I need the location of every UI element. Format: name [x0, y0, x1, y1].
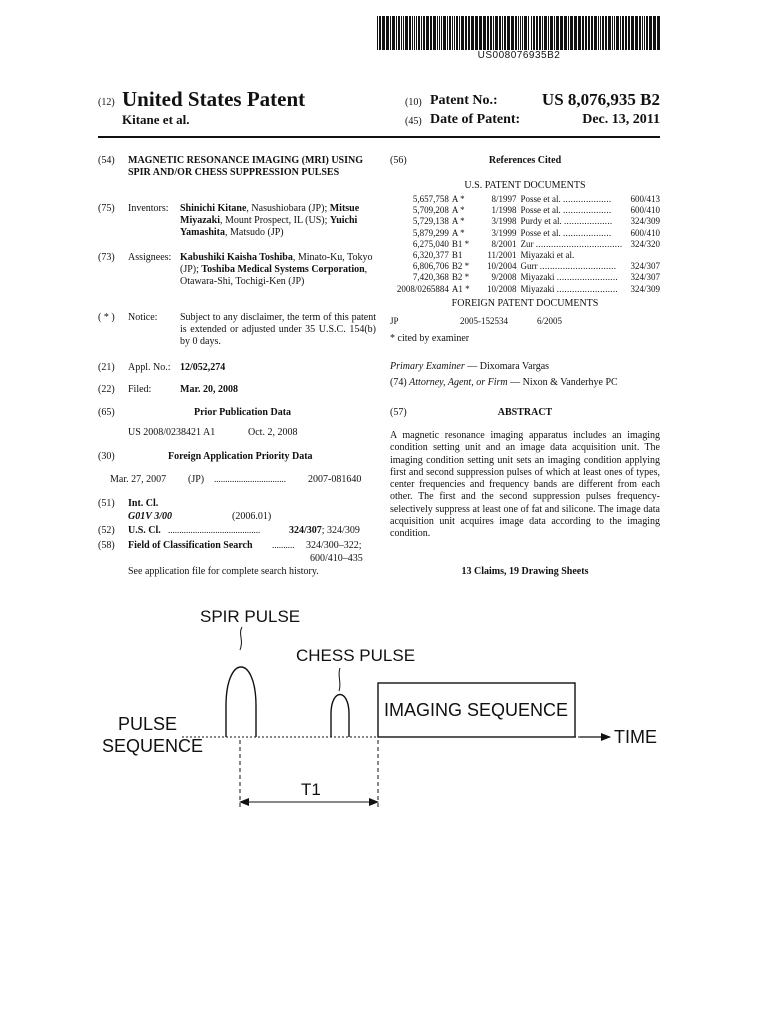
- dot-leader: ...................: [563, 205, 612, 216]
- inventors-short: Kitane et al.: [122, 112, 190, 127]
- barcode-bar: [570, 16, 573, 50]
- ref-date: 8/1997: [491, 194, 517, 204]
- ref-kind: B2 *: [451, 272, 470, 283]
- barcode-bar: [452, 16, 453, 50]
- inventors-label: Inventors:: [128, 203, 169, 214]
- barcode-bar: [430, 16, 432, 50]
- inventors-list: [180, 203, 376, 239]
- imaging-sequence-label: IMAGING SEQUENCE: [383, 700, 569, 720]
- ref-date: 10/2008: [486, 283, 517, 294]
- ref-class: [622, 250, 660, 261]
- primary-examiner: [390, 361, 549, 373]
- barcode-bar: [493, 16, 494, 50]
- barcode-bar: [447, 16, 448, 50]
- search-history-note: See application file for complete search history.: [128, 566, 319, 577]
- barcode-bar: [520, 16, 521, 50]
- assignees-label: Assignees:: [128, 252, 172, 263]
- ref-kind: B1 *: [451, 238, 470, 249]
- barcode-bar: [622, 16, 624, 50]
- invention-title: MAGNETIC RESONANCE IMAGING (MRI) USING SPIR AND/OR CHESS SUPPRESSION PULSES: [128, 155, 364, 178]
- appl-no-label: Appl. No.:: [128, 362, 171, 373]
- barcode-bar: [511, 16, 514, 50]
- barcode-bar: [568, 16, 569, 50]
- ref-name: [521, 194, 623, 205]
- barcode-bar: [416, 16, 417, 50]
- date-of-patent-label: Date of Patent:: [430, 112, 521, 127]
- ref-number: 5,709,208: [412, 205, 449, 216]
- barcode-bar: [608, 16, 611, 50]
- ref-name-text: Purdy et al.: [520, 216, 562, 227]
- barcode-bar: [550, 16, 553, 50]
- us-cl-primary: 324/307: [289, 525, 322, 536]
- barcode-bar: [401, 16, 402, 50]
- foreign-priority-number: 2007-081640: [308, 474, 362, 485]
- ref-class: 324/320: [630, 238, 660, 249]
- ref-name-text: Gurr: [520, 261, 538, 272]
- barcode-bar: [421, 16, 422, 50]
- ref-number: 2008/0265884: [396, 283, 449, 294]
- barcode-bar: [628, 16, 630, 50]
- barcode-bar: [382, 16, 385, 50]
- barcode-bar: [560, 16, 563, 50]
- barcode-bar: [487, 16, 489, 50]
- examiner-label: Primary Examiner: [390, 361, 465, 372]
- barcode-bar: [598, 16, 599, 50]
- ref-class: 324/309: [630, 216, 660, 227]
- barcode-bar: [531, 16, 532, 50]
- assignee-location: , Otawara-Shi, Tochigi-Ken (JP): [180, 264, 368, 287]
- barcode-bar: [542, 16, 543, 50]
- dot-leader: ..........: [272, 540, 295, 550]
- barcode-bar: [644, 16, 645, 50]
- ref-class: 600/413: [630, 194, 660, 204]
- barcode-bar: [582, 16, 584, 50]
- barcode-bar: [471, 16, 474, 50]
- int-cl-year: (2006.01): [232, 511, 272, 522]
- barcode-bar: [522, 16, 523, 50]
- barcode-bar: [574, 16, 577, 50]
- patent-number-label: Patent No.:: [430, 93, 498, 108]
- barcode-bar: [379, 16, 381, 50]
- time-label: TIME: [614, 727, 657, 747]
- barcode-bar: [528, 16, 529, 50]
- ref-number: 5,879,299: [412, 227, 449, 238]
- inventor-name: Shinichi Kitane: [180, 203, 247, 214]
- dot-leader: .........................................: [168, 525, 261, 535]
- code-30: (30): [98, 451, 115, 462]
- code-notice: ( * ): [98, 312, 115, 323]
- ref-class: 600/410: [630, 227, 660, 238]
- barcode-bar: [465, 16, 467, 50]
- barcode-bar: [544, 16, 547, 50]
- foreign-priority-date: Mar. 27, 2007: [110, 474, 167, 485]
- barcode-bar: [441, 16, 442, 50]
- ref-name: [521, 216, 623, 227]
- inventor-name: Yuichi Yamashita: [180, 215, 358, 238]
- barcode-bar: [398, 16, 400, 50]
- barcode-bar: [594, 16, 597, 50]
- us-cl-secondary: ; 324/309: [321, 525, 360, 536]
- references-table: [390, 194, 660, 295]
- ref-kind: A *: [451, 194, 465, 204]
- ref-date: 3/1998: [491, 216, 517, 227]
- barcode-bar: [386, 16, 389, 50]
- ref-kind: B2 *: [451, 261, 470, 272]
- chess-leader-line: [339, 668, 340, 691]
- ref-class: 324/307: [630, 272, 660, 283]
- ref-kind: A *: [451, 216, 465, 227]
- code-21: (21): [98, 362, 115, 373]
- table-row: [390, 284, 660, 295]
- ref-date: 3/1999: [491, 227, 517, 238]
- barcode-bar: [426, 16, 429, 50]
- ref-name-text: Miyazaki: [520, 283, 555, 294]
- ref-number: 6,275,040: [412, 238, 449, 249]
- code-73: (73): [98, 252, 115, 263]
- dot-leader: ........................: [556, 272, 618, 283]
- us-patent-documents-title: U.S. PATENT DOCUMENTS: [464, 180, 586, 191]
- barcode-bar: [405, 16, 408, 50]
- t1-label: T1: [301, 780, 321, 799]
- prior-publication-date: Oct. 2, 2008: [248, 427, 298, 438]
- barcode-bar: [612, 16, 613, 50]
- document-title: United States Patent: [122, 87, 306, 111]
- ref-name: [521, 239, 623, 250]
- code-52: (52): [98, 525, 115, 536]
- attorney-label: Attorney, Agent, or Firm: [409, 377, 508, 388]
- field-of-search-value-2: 600/410–435: [310, 553, 363, 564]
- filed-label: Filed:: [128, 384, 152, 395]
- barcode-bar: [454, 16, 455, 50]
- foreign-priority-country: (JP): [188, 474, 205, 485]
- barcode-bar: [642, 16, 643, 50]
- ref-class: 324/307: [630, 261, 660, 272]
- barcode-bar: [439, 16, 440, 50]
- barcode-bar: [578, 16, 581, 50]
- ref-kind: A1 *: [451, 283, 470, 294]
- attorney-agent: [390, 377, 618, 389]
- barcode-bar: [588, 16, 590, 50]
- inventor-name: Mitsue Miyazaki: [180, 203, 360, 226]
- barcode-bar: [423, 16, 425, 50]
- barcode-bar: [585, 16, 587, 50]
- barcode-bar: [475, 16, 478, 50]
- patent-number: US 8,076,935 B2: [541, 90, 660, 109]
- pulse-label: PULSE: [118, 714, 178, 734]
- ref-name: [521, 284, 623, 295]
- barcode-number: US008076935B2: [477, 50, 561, 61]
- barcode-bar: [605, 16, 607, 50]
- code-74: (74): [390, 377, 407, 388]
- spir-leader-line: [240, 627, 242, 650]
- dot-leader: ..................................: [535, 238, 623, 249]
- barcode-bar: [556, 16, 559, 50]
- barcode-bar: [600, 16, 601, 50]
- table-row: [390, 194, 660, 205]
- references-cited-title: References Cited: [488, 155, 562, 166]
- code-57: (57): [390, 407, 407, 418]
- barcode-bar: [616, 16, 619, 50]
- cited-by-examiner-note: * cited by examiner: [390, 333, 470, 344]
- foreign-patent-documents-title: FOREIGN PATENT DOCUMENTS: [451, 298, 599, 309]
- barcode-bar: [614, 16, 615, 50]
- code-22: (22): [98, 384, 115, 395]
- chess-pulse-label: CHESS PULSE: [296, 646, 416, 665]
- code-58: (58): [98, 540, 115, 551]
- notice-label: Notice:: [128, 312, 158, 323]
- inventor-location: , Mount Prospect, IL (US);: [220, 215, 328, 226]
- barcode-bar: [403, 16, 404, 50]
- dot-leader: ..............................: [539, 261, 617, 272]
- ref-number: 5,729,138: [412, 216, 449, 227]
- abstract-title: ABSTRACT: [497, 407, 553, 418]
- barcode-bar: [639, 16, 641, 50]
- barcode-bar: [437, 16, 438, 50]
- barcode-bar: [490, 16, 492, 50]
- barcode-bar: [564, 16, 567, 50]
- table-row: [390, 261, 660, 272]
- barcode-bar: [649, 16, 652, 50]
- ref-class: 600/410: [630, 205, 660, 216]
- barcode-bar: [504, 16, 506, 50]
- abstract-text: A magnetic resonance imaging apparatus includes an imaging condition setting unit and an image data acquisition unit. The imaging condition setting unit sets an imaging condition applying first and second suppression pulses of which at least ones of types, center frequencies and frequency bands are different from each other. The first and the second suppression pulses frequency-selectively suppress at least one of fat and silicone. The image data acquisition unit acquires image data according to the imaging condition.: [390, 430, 660, 540]
- code-54: (54): [98, 155, 115, 166]
- header-divider: [98, 136, 660, 138]
- barcode: [376, 16, 662, 50]
- int-cl-label: Int. Cl.: [128, 498, 159, 509]
- us-cl-label: U.S. Cl.: [128, 525, 161, 536]
- us-cl-value: [289, 525, 360, 537]
- barcode-bar: [461, 16, 464, 50]
- barcode-bar: [620, 16, 621, 50]
- ref-name-text: Posse et al.: [520, 205, 561, 216]
- ref-date: 11/2001: [487, 250, 517, 261]
- barcode-bar: [414, 16, 415, 50]
- inventor-location: , Nasushiobara (JP);: [246, 203, 328, 214]
- foreign-ref-number: 2005-152534: [460, 316, 508, 326]
- ref-name: [521, 205, 623, 216]
- ref-class: 324/309: [630, 283, 660, 294]
- barcode-bar: [499, 16, 501, 50]
- barcode-bar: [418, 16, 420, 50]
- attorney-name: — Nixon & Vanderhye PC: [507, 377, 618, 388]
- code-45: (45): [405, 116, 422, 127]
- claims-and-sheets: 13 Claims, 19 Drawing Sheets: [461, 566, 589, 577]
- ref-number: 7,420,368: [412, 272, 449, 283]
- assignee-location: , Minato-Ku, Tokyo (JP);: [180, 252, 373, 275]
- barcode-bar: [392, 16, 395, 50]
- barcode-bar: [536, 16, 538, 50]
- inventor-location: , Matsudo (JP): [225, 227, 284, 238]
- barcode-bar: [548, 16, 549, 50]
- code-56: (56): [390, 155, 407, 166]
- sequence-label: SEQUENCE: [102, 736, 204, 756]
- prior-publication-number: US 2008/0238421 A1: [128, 427, 216, 438]
- ref-date: 9/2008: [491, 272, 517, 283]
- filed-date: Mar. 20, 2008: [180, 384, 238, 395]
- barcode-bar: [533, 16, 535, 50]
- code-10: (10): [405, 97, 422, 108]
- ref-kind: B1: [451, 250, 463, 261]
- field-of-search-value-1: 324/300–322;: [306, 540, 362, 551]
- dot-leader: ...................: [563, 227, 612, 238]
- barcode-bar: [646, 16, 648, 50]
- barcode-bar: [524, 16, 527, 50]
- barcode-bar: [518, 16, 519, 50]
- barcode-bar: [515, 16, 517, 50]
- barcode-bar: [602, 16, 604, 50]
- ref-kind: A *: [451, 205, 465, 216]
- foreign-ref-date: 6/2005: [537, 316, 563, 326]
- barcode-bar: [459, 16, 460, 50]
- barcode-bar: [443, 16, 446, 50]
- barcode-bar: [657, 16, 660, 50]
- prior-publication-title: Prior Publication Data: [194, 407, 292, 418]
- ref-name: [521, 261, 623, 272]
- ref-date: 1/1998: [491, 205, 517, 216]
- code-51: (51): [98, 498, 115, 509]
- barcode-bar: [409, 16, 411, 50]
- code-12: (12): [98, 97, 115, 108]
- barcode-bar: [653, 16, 656, 50]
- field-of-search-label: Field of Classification Search: [128, 540, 253, 551]
- table-row: [390, 205, 660, 216]
- barcode-bar: [449, 16, 451, 50]
- dot-leader: ................................: [214, 474, 286, 484]
- date-of-patent: Dec. 13, 2011: [582, 112, 660, 127]
- barcode-bar: [456, 16, 458, 50]
- table-row: [390, 250, 660, 261]
- code-75: (75): [98, 203, 115, 214]
- barcode-bar: [625, 16, 627, 50]
- dot-leader: ........................: [556, 283, 618, 294]
- ref-number: 5,657,758: [412, 194, 449, 204]
- code-65: (65): [98, 407, 115, 418]
- ref-name-text: Miyazaki: [520, 272, 555, 283]
- assignee-name: Kabushiki Kaisha Toshiba: [180, 252, 293, 263]
- barcode-bar: [377, 16, 378, 50]
- barcode-bar: [468, 16, 470, 50]
- barcode-bar: [396, 16, 397, 50]
- barcode-bar: [635, 16, 638, 50]
- ref-name-text: Zur: [520, 238, 534, 249]
- barcode-bar: [502, 16, 503, 50]
- barcode-bar: [390, 16, 391, 50]
- spir-pulse-label: SPIR PULSE: [200, 607, 301, 626]
- ref-number: 6,806,706: [412, 261, 449, 272]
- foreign-ref-country: JP: [390, 316, 399, 326]
- ref-number: 6,320,377: [412, 250, 449, 261]
- barcode-bar: [631, 16, 634, 50]
- barcode-bar: [591, 16, 593, 50]
- barcode-bar: [539, 16, 541, 50]
- foreign-priority-title: Foreign Application Priority Data: [168, 451, 313, 462]
- table-row: [390, 216, 660, 227]
- int-cl-class: G01V 3/00: [128, 511, 172, 522]
- table-row: [390, 239, 660, 250]
- examiner-name: — Dixomara Vargas: [464, 361, 550, 372]
- assignees-list: [180, 252, 376, 288]
- barcode-bar: [412, 16, 413, 50]
- ref-kind: A *: [451, 227, 465, 238]
- dot-leader: ...................: [563, 194, 612, 204]
- table-row: [390, 272, 660, 283]
- ref-name-text: Posse et al.: [520, 194, 561, 204]
- barcode-bar: [483, 16, 486, 50]
- ref-date: 8/2001: [491, 238, 517, 249]
- pulse-sequence-figure: [90, 594, 670, 820]
- chess-pulse-shape: [331, 695, 349, 738]
- appl-no: 12/052,274: [180, 362, 226, 373]
- ref-date: 10/2004: [486, 261, 517, 272]
- ref-name-text: Miyazaki et al.: [520, 250, 575, 261]
- barcode-bar: [495, 16, 498, 50]
- barcode-bar: [479, 16, 482, 50]
- assignee-name: Toshiba Medical Systems Corporation: [201, 264, 365, 275]
- ref-name: [521, 272, 623, 283]
- notice-text: Subject to any disclaimer, the term of this patent is extended or adjusted under 35 U.S.C. 154(b) by 0 days.: [180, 312, 376, 347]
- barcode-bar: [507, 16, 510, 50]
- ref-name: [521, 228, 623, 239]
- barcode-bar: [433, 16, 436, 50]
- barcode-bar: [554, 16, 555, 50]
- dot-leader: ...................: [564, 216, 613, 227]
- ref-name-text: Posse et al.: [520, 227, 561, 238]
- spir-pulse-shape: [226, 667, 256, 737]
- table-row: [390, 228, 660, 239]
- ref-name: [521, 250, 623, 261]
